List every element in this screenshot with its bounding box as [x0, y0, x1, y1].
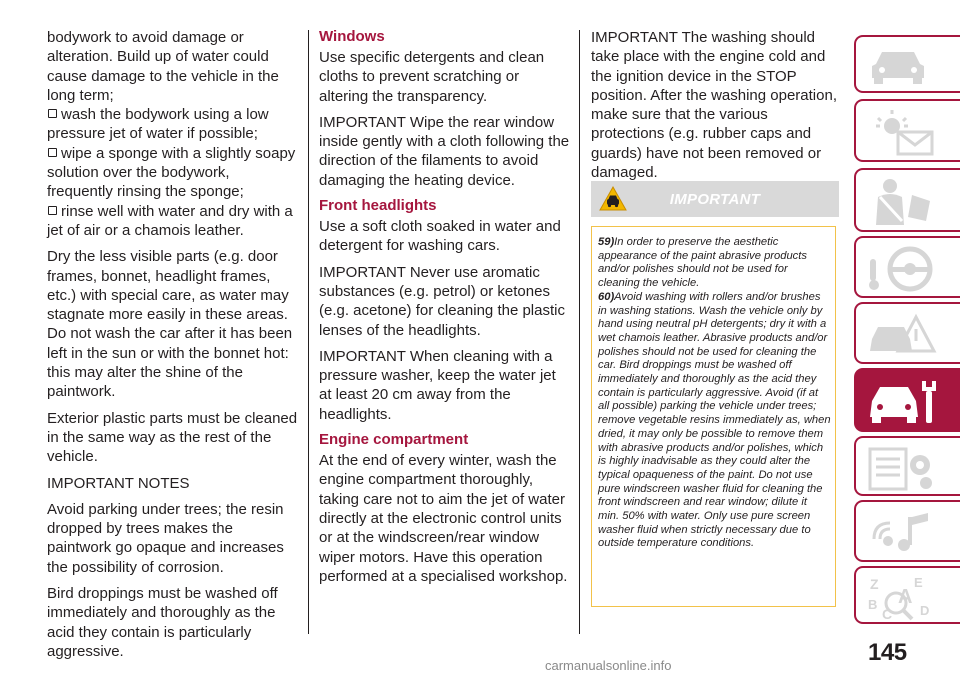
text-column-3 — [591, 28, 841, 189]
paragraph: Use specific detergents and clean cloths to prevent scratching or altering the transparency. — [319, 49, 545, 105]
chapter-tab-warning-lights[interactable] — [854, 99, 960, 162]
index-letter: B — [868, 597, 878, 612]
chapter-tab-maintenance[interactable] — [854, 368, 960, 432]
column-divider — [308, 30, 309, 634]
paragraph: bodywork to avoid damage or alteration. Build up of water could cause damage to the vehicle in the long term; — [47, 29, 279, 104]
important-notes-box — [591, 226, 836, 607]
important-banner — [591, 181, 839, 217]
important-title: IMPORTANT — [669, 191, 761, 208]
chapter-tab-multimedia[interactable] — [854, 500, 960, 562]
paragraph: IMPORTANT When cleaning with a pressure washer, keep the water jet at least 20 cm away from the headlights. — [319, 347, 556, 423]
section-heading-front-headlights: Front headlights — [319, 197, 437, 215]
watermark: carmanualsonline.info — [545, 658, 672, 673]
chapter-tab-car[interactable] — [854, 35, 960, 93]
car-front-icon — [868, 44, 930, 88]
paragraph: Exterior plastic parts must be cleaned in the same way as the rest of the vehicle. — [47, 409, 298, 466]
paragraph: Bird droppings must be washed off immediately and thoroughly as the acid they contain is particularly aggressive. — [47, 585, 278, 660]
chapter-tab-controls[interactable] — [854, 236, 960, 298]
multimedia-icon — [868, 509, 938, 557]
seatbelt-safety-icon — [868, 177, 938, 227]
chapter-tab-emergency[interactable] — [854, 302, 960, 364]
index-letter: Z — [870, 576, 879, 592]
column-divider — [579, 30, 580, 634]
checkbox-bullet-icon — [48, 148, 57, 157]
index-letter: A — [898, 586, 913, 608]
warning-lights-icon — [868, 108, 938, 158]
note-60: 60)Avoid washing with rollers and/or brushes in washing stations. Wash the vehicle only by hand using neutral pH detergents; dry it with a wet chamois leather. Abrasive products and/or polishes should not be used for cleaning the car. Bird droppings must be washed off immediately and thoroughly as the acid they contain is particularly aggressive. Avoid (if at all possible) parking the vehicle under trees; remove vegetable resins immediately as, when dried, it may only be possible to remove them with abrasive products and/or polishes, which is highly inadvisable as they could alter the typical opaqueness of the paint. Do not use pure windscreen washer fluid for cleaning the front windscreen and rear window; dilute it min. 50% with water. Only use pure screen washer fluid when strictly necessary due to outside temperature conditions. — [598, 290, 831, 550]
checkbox-bullet-icon — [48, 206, 57, 215]
paragraph: IMPORTANT Wipe the rear window inside gently with a cloth following the direction of the filaments to avoid damaging the heating device. — [319, 113, 570, 189]
text-column-2 — [319, 28, 571, 593]
checkbox-bullet-icon — [48, 109, 57, 118]
page-number: 145 — [868, 639, 907, 666]
chapter-tab-index[interactable] — [854, 566, 960, 624]
car-service-icon — [868, 377, 944, 427]
text-column-1 — [47, 28, 299, 668]
section-heading-engine-compartment: Engine compartment — [319, 431, 469, 449]
bullet-item: rinse well with water and dry with a jet of air or a chamois leather. — [47, 202, 293, 239]
bullet-item: wipe a sponge with a slightly soapy solution over the bodywork, frequently rinsing the sponge; — [47, 144, 296, 201]
section-heading-windows: Windows — [319, 28, 385, 45]
index-letter: D — [920, 603, 930, 618]
index-icon — [868, 575, 938, 621]
paragraph: IMPORTANT Never use aromatic substances (e.g. petrol) or ketones (e.g. acetone) for cleaning the plastic lenses of the headlights. — [319, 263, 565, 339]
specifications-icon — [868, 445, 938, 491]
paragraph: IMPORTANT NOTES — [47, 474, 190, 492]
paragraph: Dry the less visible parts (e.g. door frames, bonnet, headlight frames, etc.) with special care, as water may stagnate more easily in these areas. Do not wash the car after it has been left in the sun or with the bonnet hot: this may alter the shine of the paintwork. — [47, 248, 293, 401]
paragraph: Use a soft cloth soaked in water and detergent for washing cars. — [319, 218, 561, 255]
steering-wheel-icon — [868, 245, 938, 293]
index-letter: C — [882, 606, 893, 621]
bullet-item: wash the bodywork using a low pressure jet of water if possible; — [47, 106, 269, 143]
note-59: 59)In order to preserve the aesthetic appearance of the paint abrasive products and/or polishes should not be used for cleaning the vehicle. — [598, 236, 807, 290]
paragraph: At the end of every winter, wash the engine compartment thoroughly, taking care not to aim the jet of water directly at the electronic control units or at the windscreen/rear window wiper motors. Have this operation performed at a specialised workshop. — [319, 452, 568, 585]
paragraph: Avoid parking under trees; the resin dropped by trees makes the paintwork go opaque and increases the possibility of corrosion. — [47, 500, 284, 576]
paragraph: IMPORTANT The washing should take place with the engine cold and the ignition device in the STOP position. After the washing operation, make sure that the various protections (e.g. rubber caps and guards) have not been removed or damaged. — [591, 29, 837, 182]
car-breakdown-icon — [868, 311, 938, 359]
chapter-tab-specifications[interactable] — [854, 436, 960, 496]
chapter-tab-safety[interactable] — [854, 168, 960, 232]
index-letter: E — [914, 575, 923, 590]
